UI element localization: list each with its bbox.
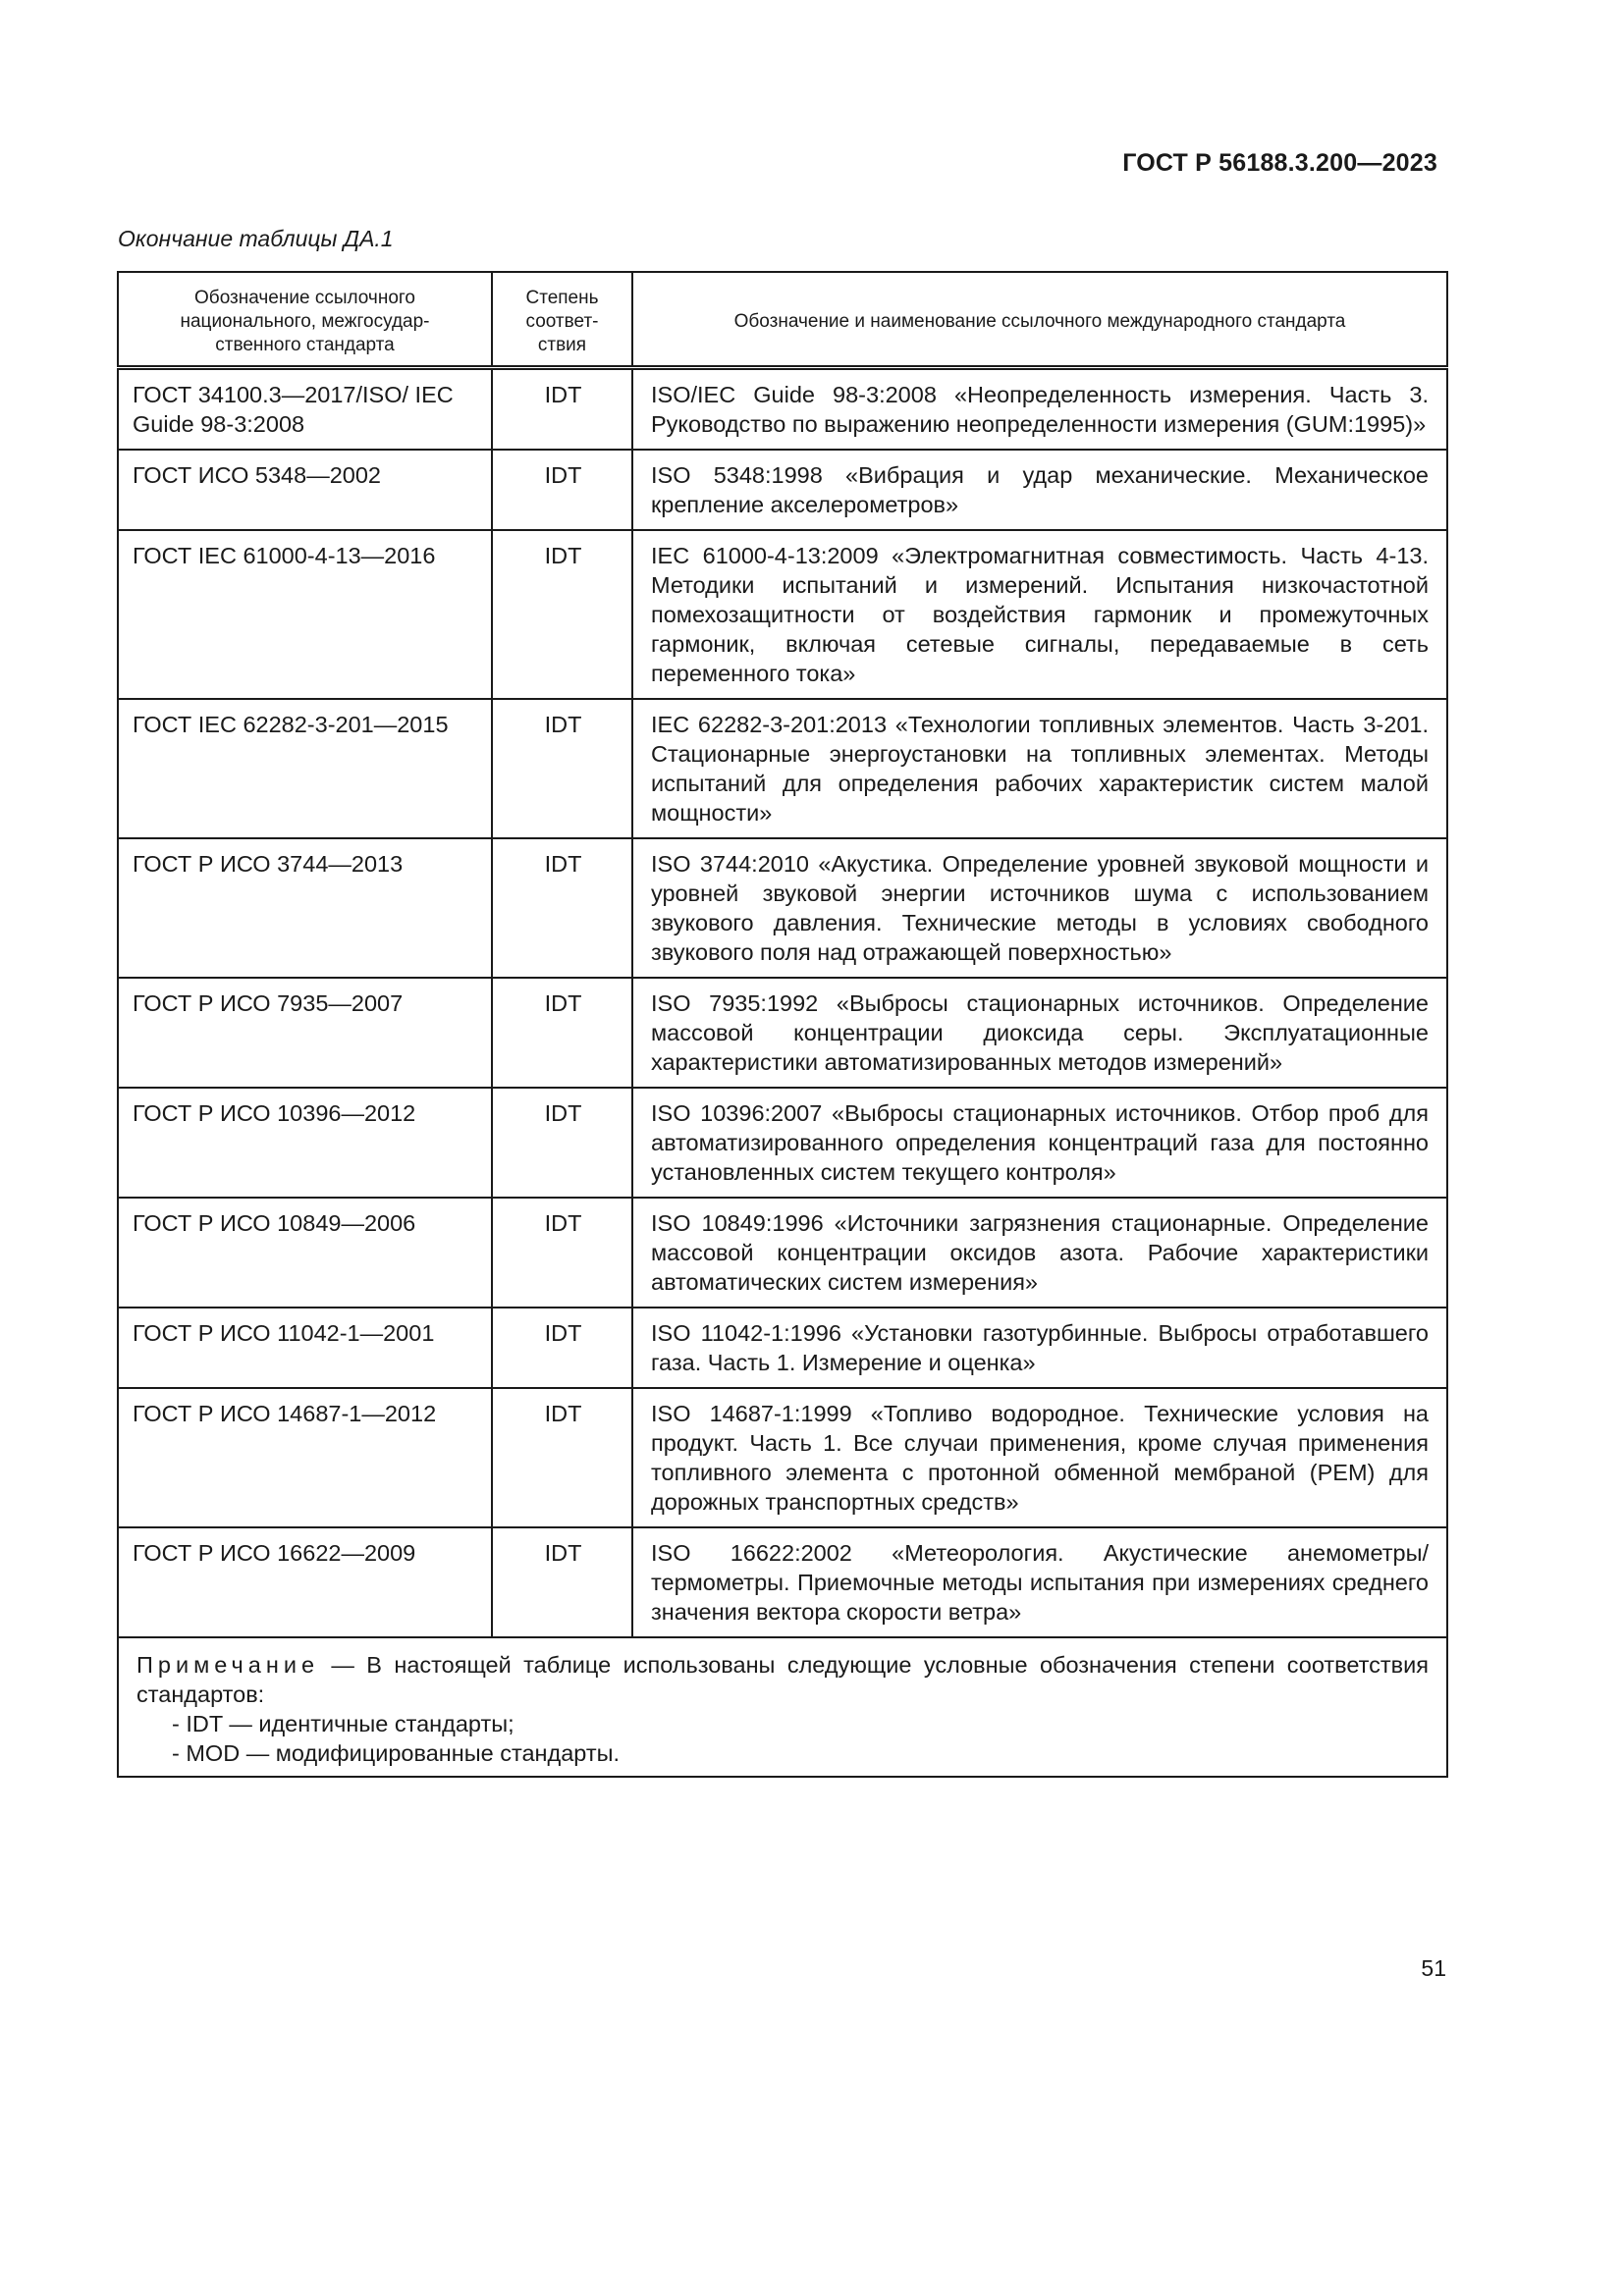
page-number: 51 — [1421, 1955, 1446, 1981]
national-standard-cell: ГОСТ IEC 61000-4-13—2016 — [118, 530, 492, 699]
national-standard-cell: ГОСТ Р ИСО 10396—2012 — [118, 1088, 492, 1198]
degree-cell: IDT — [492, 1198, 632, 1308]
note-label: Примечание — [136, 1652, 320, 1678]
international-standard-cell: ISO 14687-1:1999 «Топливо водородное. Технические условия на продукт. Часть 1. Все случаи применения, кроме случая применения топливного элемента с протонной обменной мембраной (PEM) для дорожных транспортных средств» — [632, 1388, 1447, 1527]
table-row — [118, 1388, 1447, 1527]
header-international-standard: Обозначение и наименование ссылочного международного стандарта — [632, 272, 1447, 368]
table-header-row — [118, 272, 1447, 368]
table-row — [118, 368, 1447, 451]
table-caption: Окончание таблицы ДА.1 — [118, 226, 394, 251]
table-row — [118, 978, 1447, 1088]
national-standard-cell: ГОСТ Р ИСО 7935—2007 — [118, 978, 492, 1088]
reference-standards-table — [117, 271, 1448, 1778]
note-item: - MOD — модифицированные стандарты. — [172, 1740, 621, 1766]
national-standard-cell: ГОСТ Р ИСО 11042-1—2001 — [118, 1308, 492, 1388]
national-standard-cell: ГОСТ Р ИСО 14687-1—2012 — [118, 1388, 492, 1527]
table-note — [118, 1637, 1447, 1777]
note-item: - IDT — идентичные стандарты; — [172, 1711, 514, 1736]
table-row — [118, 530, 1447, 699]
document-code: ГОСТ Р 56188.3.200—2023 — [1122, 149, 1437, 177]
international-standard-cell: ISO 16622:2002 «Метеорология. Акустические анемометры/термометры. Приемочные методы испытания при измерениях среднего значения вектора скорости ветра» — [632, 1527, 1447, 1637]
degree-cell: IDT — [492, 1088, 632, 1198]
table-row — [118, 1198, 1447, 1308]
degree-cell: IDT — [492, 450, 632, 530]
international-standard-cell: ISO/IEC Guide 98-3:2008 «Неопределенность измерения. Часть 3. Руководство по выражению неопределенности измерения (GUM:1995)» — [632, 368, 1447, 451]
degree-cell: IDT — [492, 978, 632, 1088]
international-standard-cell: ISO 11042-1:1996 «Установки газотурбинные. Выбросы отработавшего газа. Часть 1. Измерение и оценка» — [632, 1308, 1447, 1388]
national-standard-cell: ГОСТ Р ИСО 16622—2009 — [118, 1527, 492, 1637]
table-row — [118, 1088, 1447, 1198]
degree-cell: IDT — [492, 368, 632, 451]
header-degree: Степень соответ- ствия — [492, 272, 632, 368]
national-standard-cell: ГОСТ IEC 62282-3-201—2015 — [118, 699, 492, 838]
international-standard-cell: IEC 62282-3-201:2013 «Технологии топливных элементов. Часть 3-201. Стационарные энергоустановки на топливных элементах. Методы испытаний для определения рабочих характеристик систем малой мощности» — [632, 699, 1447, 838]
international-standard-cell: ISO 10849:1996 «Источники загрязнения стационарные. Определение массовой концентрации оксидов азота. Рабочие характеристики автоматических систем измерения» — [632, 1198, 1447, 1308]
degree-cell: IDT — [492, 1527, 632, 1637]
national-standard-cell: ГОСТ 34100.3—2017/ISO/ IEC Guide 98-3:2008 — [118, 368, 492, 451]
table-row — [118, 699, 1447, 838]
international-standard-cell: ISO 5348:1998 «Вибрация и удар механические. Механическое крепление акселерометров» — [632, 450, 1447, 530]
table-row — [118, 450, 1447, 530]
table-row — [118, 1308, 1447, 1388]
note-row — [118, 1637, 1447, 1777]
table-row — [118, 1527, 1447, 1637]
international-standard-cell: ISO 3744:2010 «Акустика. Определение уровней звуковой мощности и уровней звуковой энергии источников шума с использованием звукового давления. Технические методы в условиях свободного звукового поля над отражающей поверхностью» — [632, 838, 1447, 978]
national-standard-cell: ГОСТ ИСО 5348—2002 — [118, 450, 492, 530]
table-row — [118, 838, 1447, 978]
degree-cell: IDT — [492, 530, 632, 699]
international-standard-cell: IEC 61000-4-13:2009 «Электромагнитная совместимость. Часть 4-13. Методики испытаний и измерений. Испытания низкочастотной помехозащитности от воздействия гармоник и промежуточных гармоник, включая сетевые сигналы, передаваемые в сеть переменного тока» — [632, 530, 1447, 699]
degree-cell: IDT — [492, 1388, 632, 1527]
degree-cell: IDT — [492, 1308, 632, 1388]
national-standard-cell: ГОСТ Р ИСО 3744—2013 — [118, 838, 492, 978]
international-standard-cell: ISO 7935:1992 «Выбросы стационарных источников. Определение массовой концентрации диоксида серы. Эксплуатационные характеристики автоматизированных методов измерений» — [632, 978, 1447, 1088]
degree-cell: IDT — [492, 699, 632, 838]
national-standard-cell: ГОСТ Р ИСО 10849—2006 — [118, 1198, 492, 1308]
note-text: — В настоящей таблице использованы следующие условные обозначения степени соответствия стандартов: — [136, 1652, 1429, 1707]
header-national-standard: Обозначение ссылочного национального, межгосудар- ственного стандарта — [118, 272, 492, 368]
degree-cell: IDT — [492, 838, 632, 978]
international-standard-cell: ISO 10396:2007 «Выбросы стационарных источников. Отбор проб для автоматизированного определения концентраций газа для постоянно установленных систем текущего контроля» — [632, 1088, 1447, 1198]
